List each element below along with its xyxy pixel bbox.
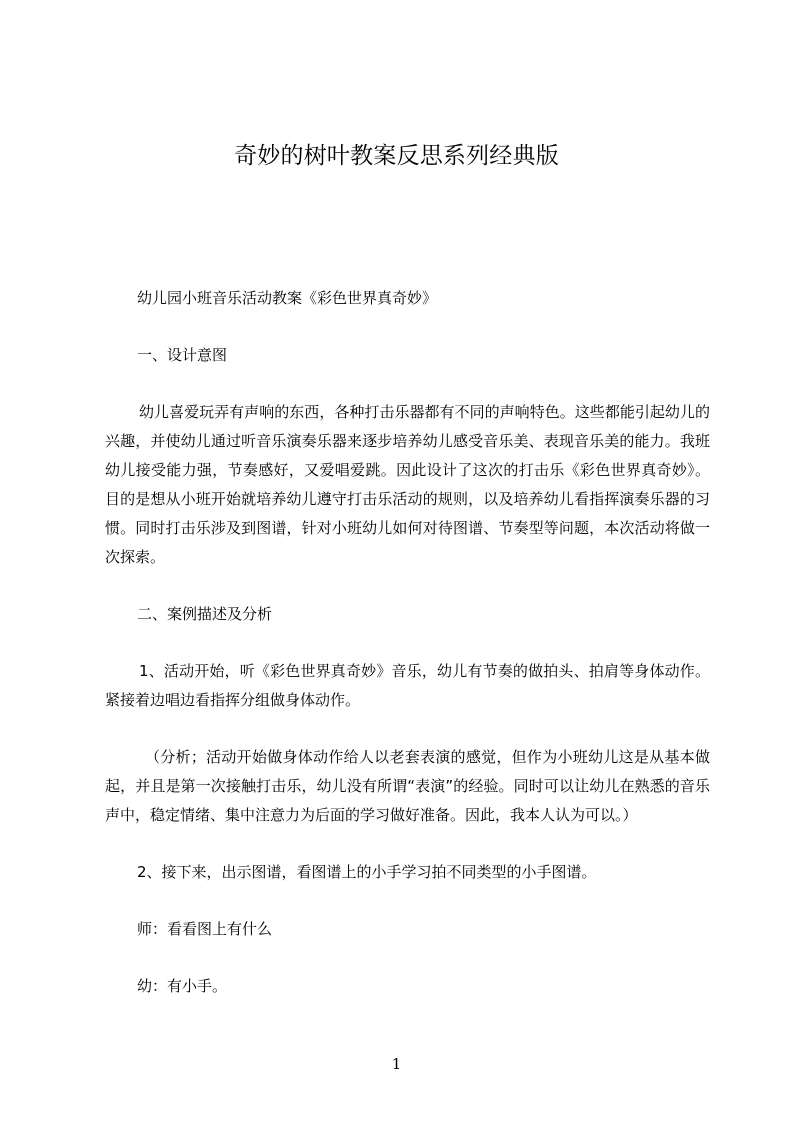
teacher-dialogue-line: 师：看看图上有什么 xyxy=(137,920,273,938)
activity-step-1-paragraph: 1、活动开始，听《彩色世界真奇妙》音乐，幼儿有节奏的做拍头、拍肩等身体动作。紧接着边唱边看指挥分组做身体动作。 xyxy=(105,662,710,709)
analysis-paragraph: （分析；活动开始做身体动作给人以老套表演的感觉，但作为小班幼儿这是从基本做起，并且是第一次接触打击乐，幼儿没有所谓“表演”的经验。同时可以让幼儿在熟悉的音乐声中，稳定情绪、集中注意力为后面的学习做好准备。因此，我本人认为可以。） xyxy=(105,748,710,824)
document-body xyxy=(105,284,710,1001)
child-dialogue-line: 幼：有小手。 xyxy=(137,977,228,995)
activity-step-2-paragraph: 2、接下来，出示图谱，看图谱上的小手学习拍不同类型的小手图谱。 xyxy=(137,863,597,881)
document-title: 奇妙的树叶教案反思系列经典版 xyxy=(234,143,559,169)
lesson-plan-heading: 幼儿园小班音乐活动教案《彩色世界真奇妙》 xyxy=(137,289,438,307)
section-heading-case-analysis: 二、案例描述及分析 xyxy=(137,605,273,623)
page-number: 1 xyxy=(391,1055,402,1073)
section-heading-design-intent: 一、设计意图 xyxy=(137,346,228,364)
design-intent-paragraph: 幼儿喜爱玩弄有声响的东西，各种打击乐器都有不同的声响特色。这些都能引起幼儿的兴趣，并使幼儿通过听音乐演奏乐器来逐步培养幼儿感受音乐美、表现音乐美的能力。我班幼儿接受能力强，节奏感好，又爱唱爱跳。因此设计了这次的打击乐《彩色世界真奇妙》。目的是想从小班开始就培养幼儿遵守打击乐活动的规则，以及培养幼儿看指挥演奏乐器的习惯。同时打击乐涉及到图谱，针对小班幼儿如何对待图谱、节奏型等问题，本次活动将做一次探索。 xyxy=(105,403,710,566)
